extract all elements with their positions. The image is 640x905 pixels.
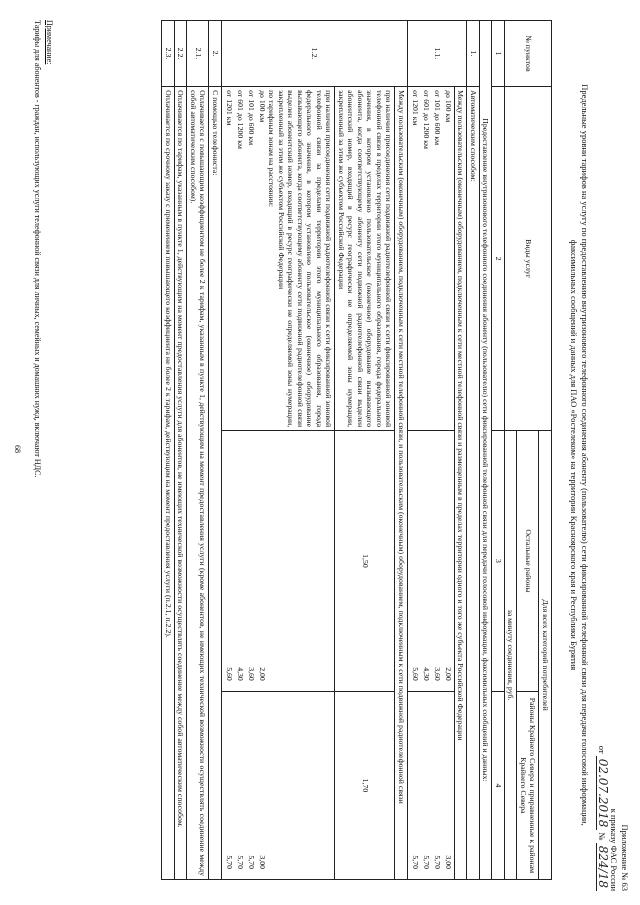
table-row: [162, 21, 175, 880]
distance-list: [223, 90, 267, 427]
appendix-block: [596, 591, 630, 891]
tariff-value: 5,70: [225, 855, 234, 869]
header-all-categories: Для всех категорий потребителей: [539, 431, 552, 880]
table-row: [187, 21, 209, 880]
north-values: [222, 691, 336, 879]
header-unit: за минуту соединения, руб.: [505, 431, 518, 880]
row-num: 2.2.: [175, 21, 188, 87]
distance-label: от 601 до 1200 км: [236, 90, 245, 149]
distance-label: до 100 км: [258, 90, 267, 123]
tariff-value: 1,70: [335, 691, 395, 879]
table-row: [467, 21, 480, 880]
tariff-value: 3,00: [258, 855, 267, 869]
table-row: [335, 21, 395, 880]
note-title: Примечание:: [45, 20, 54, 65]
row-label: Оплачивается по тарифам, указанным в пункте 1, действующим на момент предоставления услуги для абонентов, не имеющих технической возможности осуществлять соединение между собой автоматическим способом.: [175, 87, 188, 880]
index-cell: 4: [492, 691, 505, 879]
tariff-value: 5,70: [433, 855, 442, 869]
appendix-order-ref: к приказу ФАС России: [609, 808, 619, 891]
distance-label: от 1201 км: [225, 90, 234, 126]
table-row: [209, 21, 222, 880]
table-row: [395, 21, 408, 880]
header-north-districts: Районы Крайнего Севера и приравненные к районам Крайнего Севера: [517, 691, 539, 879]
subcase-b-zones: по тарифным зонам на расстоянии:: [267, 90, 277, 208]
tariff-value: 2,00: [258, 667, 267, 681]
tariff-value: 5,70: [236, 855, 245, 869]
row-num: 2.3.: [162, 21, 175, 87]
header-service: Виды услуг: [505, 87, 552, 431]
tariff-value: 5,60: [411, 667, 420, 681]
tariff-value: 5,60: [225, 667, 234, 681]
appendix-number: Приложение № 63: [620, 824, 630, 891]
tariff-table: [162, 20, 553, 880]
row-label: С помощью телефониста:: [209, 87, 222, 880]
table-row: [222, 21, 336, 880]
note-text: Тарифы для абонентов - граждан, использующих услуги телефонной связи для личных, семейных и домашних нужд, включают НДС.: [33, 20, 42, 478]
tariff-value: 5,70: [247, 855, 256, 869]
row-label: Между пользовательским (оконечным) оборудованием, подключенным к сети местной телефонной связи, и пользовательским (оконечным) оборудованием, подключенным к сети подвижной радиотелефонной связи: [395, 87, 408, 880]
row-label: Оплачивается по срочному заказу с применением повышающего коэффициента не более 2 к тарифам, действующим на момент предоставления услуги (п.2.1, п.2.2).: [162, 87, 175, 880]
tariff-value: 4,30: [236, 667, 245, 681]
tariff-value: 4,30: [422, 667, 431, 681]
table-header-row: [539, 21, 552, 880]
table-index-row: [492, 21, 505, 880]
header-other-districts: Остальные районы: [517, 431, 539, 692]
other-values: [222, 431, 336, 692]
tariff-value: 1,50: [335, 431, 395, 692]
index-cell: 3: [492, 431, 505, 692]
distance-label: от 101 до 600 км: [433, 90, 442, 146]
distance-label: от 101 до 600 км: [247, 90, 256, 146]
tariff-value: 3,60: [247, 667, 256, 681]
table-row: [408, 21, 455, 880]
subcase-b-text: при наличии присоединения сети подвижной радиотелефонной связи к сети фиксированной зоновой телефонной связи за пределами территории этого муниципального образования, города федерального значения, в котором установлено пользовательское (оконечное) оборудование вызывающего абонента, когда соответствующему абоненту сети подвижной радиотелефонной связи выделен абонентский номер, входящий в ресурс географически не определяемой зоны нумерации, закрепленный за этим же субъектом Российской Федерации: [277, 90, 334, 428]
index-cell: 2: [492, 87, 505, 431]
document-title: Предельные уровни тарифов на услугу по предоставлению внутризонового телефонного соединения абоненту (пользователю) сети фиксированной телефонной связи для передачи голосовой информации, факсимильных сообщений и данных для ПАО «Ростелеком» на территории Красноярского края и Республики Бурятия: [569, 84, 590, 826]
subcase-a-text: при наличии присоединения сети подвижной радиотелефонной связи к сети фиксированной зоновой телефонной связи в пределах территории этого муниципального образования, города федерального значения, в котором установлено пользовательское (оконечное) оборудование вызывающего абонента, когда соответствующему абоненту сети подвижной радиотелефонной связи выделен абонентский номер, входящий в ресурс географически не определяемой зоны нумерации, закрепленный за этим же субъектом Российской Федерации: [335, 87, 395, 431]
other-values: [408, 431, 455, 692]
row-label: Автоматическим способом:: [467, 87, 480, 880]
section-main-heading: Предоставление внутризонового телефонного соединения абоненту (пользователю) сети фиксированной телефонной связи для передачи голосовой информации, факсимильных сообщений и данных:: [480, 21, 493, 880]
date-prefix: от: [597, 745, 607, 754]
tariff-value: 2,00: [444, 667, 453, 681]
tariff-value: 3,60: [433, 667, 442, 681]
tariff-value: 5,70: [411, 855, 420, 869]
row-num: 1.1.: [408, 21, 468, 87]
appendix-date-line: [596, 591, 608, 891]
row-label: Оплачивается с повышающим коэффициентом не более 2 к тарифам, указанным в пункте 1, действующим на момент предоставления услуги (кроме абонентов, не имеющих технической возможности осуществлять соединение между собой автоматическим способом).: [187, 87, 209, 880]
table-row: [455, 21, 468, 880]
row-num: 2.1.: [187, 21, 209, 87]
handwritten-number: 824/18: [596, 843, 608, 891]
row-num: 1.2.: [222, 21, 408, 87]
table-row: [480, 21, 493, 880]
handwritten-date: 02.07.2018: [596, 756, 608, 831]
index-cell: 1: [492, 21, 505, 87]
distance-label: от 1201 км: [411, 90, 420, 126]
subcase-b-cell: [222, 87, 336, 431]
distance-label: до 100 км: [444, 90, 453, 123]
tariff-value: 3,00: [444, 855, 453, 869]
north-values: [408, 691, 455, 879]
header-num: № пунктов: [505, 21, 552, 87]
distance-label: от 601 до 1200 км: [422, 90, 431, 149]
number-prefix: №: [597, 832, 607, 841]
page-number: 68: [13, 445, 22, 453]
tariff-value: 5,70: [422, 855, 431, 869]
table-row: [175, 21, 188, 880]
row-label: Между пользовательским (оконечным) оборудованием, подключенным к сети местной телефонной связи и размещенным в пределах территории одного и того же субъекта Российской Федерации: [455, 87, 468, 880]
row-num: 1.: [467, 21, 480, 87]
distance-list: [408, 87, 455, 431]
row-num: 2.: [209, 21, 222, 87]
